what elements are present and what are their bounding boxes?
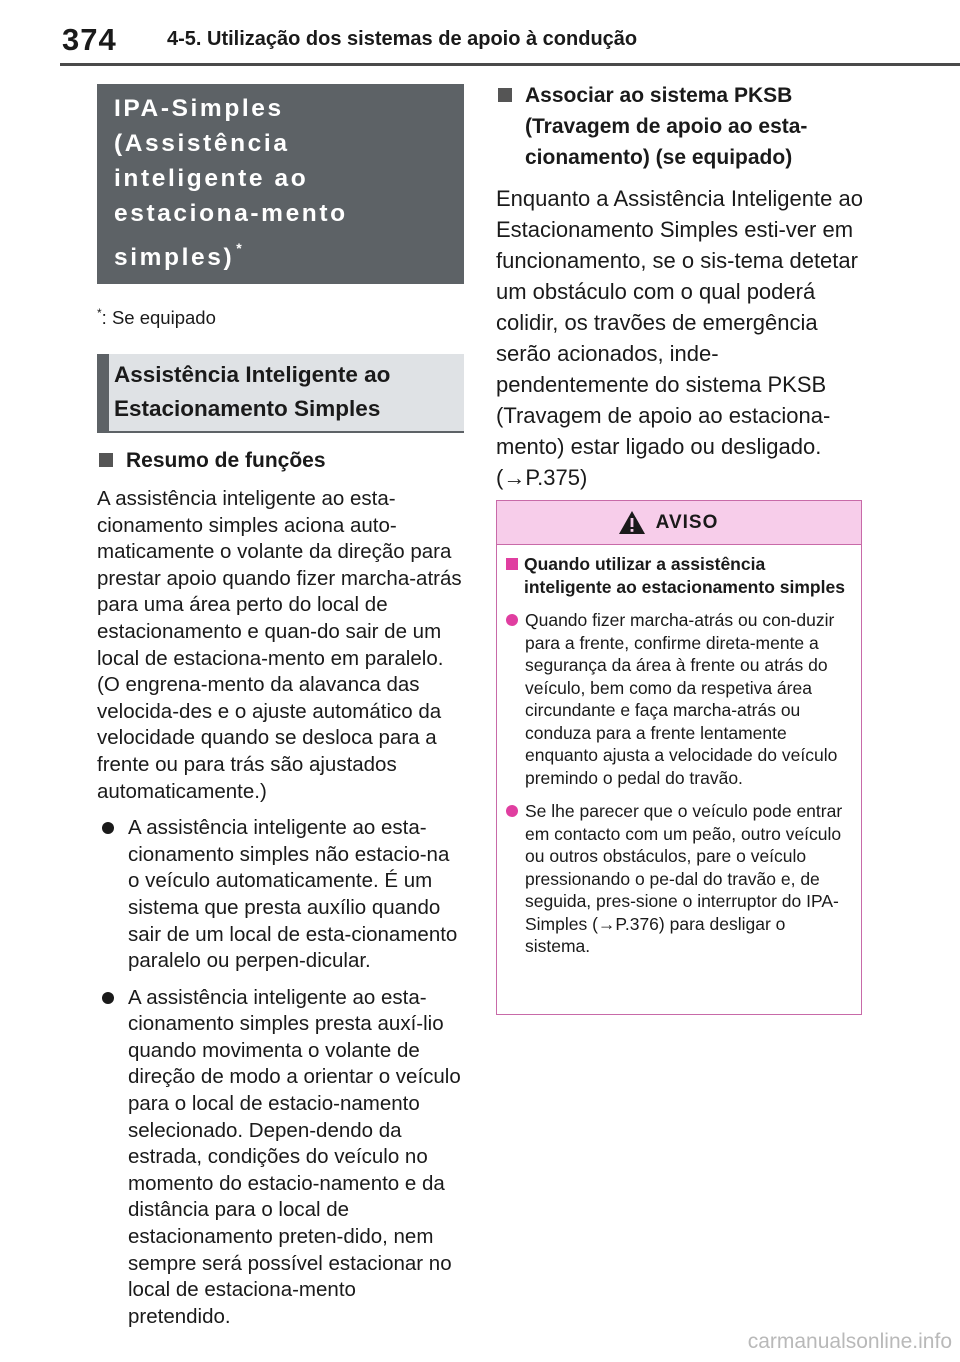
- page-number: 374: [62, 22, 117, 57]
- warning-header: [497, 501, 861, 545]
- warning-box: [496, 500, 862, 1015]
- chapter-title: 4-5. Utilização dos sistemas de apoio à condução: [167, 28, 638, 50]
- pksb-heading: [496, 80, 864, 173]
- subsection-title: Assistência Inteligente ao Estacionamento Simples: [97, 354, 464, 433]
- warning-item: [506, 800, 849, 958]
- section-title-text: IPA-Simples (Assistência inteligente ao estaciona-mento simples): [114, 95, 348, 271]
- warning-body: [497, 545, 861, 958]
- warning-triangle-icon: [618, 510, 646, 535]
- square-bullet-icon: [498, 88, 512, 102]
- section-title-asterisk: *: [236, 240, 242, 256]
- footnote-text: : Se equipado: [101, 307, 216, 328]
- square-bullet-icon: [99, 453, 113, 467]
- list-item: [97, 985, 464, 1331]
- list-item-text: A assistência inteligente ao esta-cionamento simples presta auxí-lio quando movimenta o volante de direção de modo a orientar o veículo para o local de estacio-namento selecionado. Depen-dendo da estrada, condições do veículo no momento do estacio-namento e da distância para o local de estacionamento preten-dido, nem sempre será possível estacionar no local de estaciona-mento pretendido.: [128, 985, 461, 1328]
- warning-subheading: [506, 553, 849, 598]
- footnote: [97, 301, 464, 330]
- summary-paragraph: A assistência inteligente ao esta-cionamento simples aciona auto-maticamente o volante da direção para prestar apoio quando fizer marcha-atrás para uma área perto do local de estacionamento e quan-do sair de um local de estaciona-mento em paralelo. (O engrena-mento da alavanca das velocida-des e o ajuste automático da velocidade quando se desloca para a frente ou para trás são ajustados automaticamente.): [97, 487, 462, 803]
- warning-subheading-text: Quando utilizar a assistência inteligente ao estacionamento simples: [524, 554, 845, 597]
- warning-item: [506, 609, 849, 789]
- list-item: [97, 815, 464, 975]
- pksb-paragraph: Enquanto a Assistência Inteligente ao Estacionamento Simples esti-ver em funcionamento, se o sis-tema detetar um obstáculo com o qual poderá colidir, os travões de emergência serão acionados, inde-pendentemente do sistema PKSB (Travagem de apoio ao estaciona-mento) estar ligado ou desligado. (→P.375): [496, 186, 863, 490]
- pksb-heading-text: Associar ao sistema PKSB (Travagem de apoio ao esta-cionamento) (se equipado): [525, 84, 808, 169]
- footnote-asterisk: *: [97, 306, 102, 320]
- pink-dot-icon: [506, 805, 518, 817]
- pink-square-icon: [506, 558, 518, 570]
- summary-heading-text: Resumo de funções: [126, 449, 326, 472]
- header-divider: [60, 63, 960, 66]
- list-item-text: A assistência inteligente ao esta-cionamento simples não estacio-na o veículo automaticamente. É um sistema que presta auxílio quando sair de um local de esta-cionamento paralelo ou perpen-dicular.: [128, 816, 458, 973]
- watermark: carmanualsonline.info: [747, 1330, 952, 1353]
- summary-bullets: [97, 815, 464, 1330]
- summary-heading: [97, 445, 464, 476]
- warning-item-text: Quando fizer marcha-atrás ou con-duzir para a frente, confirme direta-mente a segurança da área à frente ou atrás do veículo, bem como da respetiva área circundante e faça marcha-atrás ou conduza para a frente lentamente enquanto ajusta a velocidade do veículo premindo o pedal do travão.: [525, 610, 838, 788]
- warning-title: AVISO: [655, 511, 719, 533]
- left-column: [97, 84, 464, 1340]
- bullet-dot-icon: [102, 822, 114, 834]
- page-header: [0, 0, 960, 66]
- section-title: [97, 84, 464, 284]
- warning-item-text: Se lhe parecer que o veículo pode entrar em contacto com um peão, outro veículo ou outros obstáculos, pare o veículo pressionando o pe-dal do travão e, de seguida, pres-sione o interruptor do IPA-Simples (→P.376) para desligar o sistema.: [525, 801, 843, 956]
- right-column: [496, 80, 864, 493]
- bullet-dot-icon: [102, 992, 114, 1004]
- pink-dot-icon: [506, 614, 518, 626]
